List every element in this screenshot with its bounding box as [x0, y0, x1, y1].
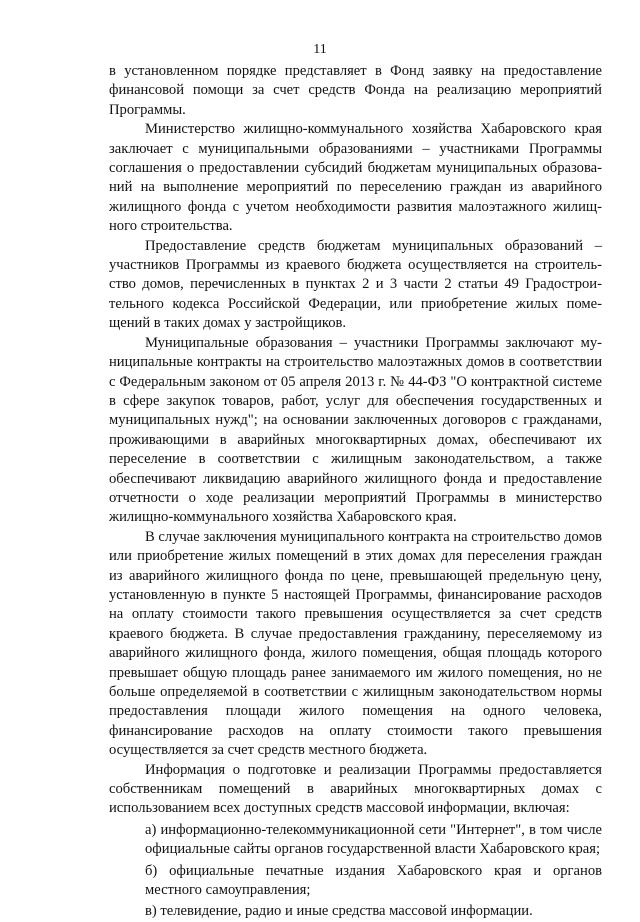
list-marker: в) — [145, 903, 157, 920]
document-body — [109, 62, 602, 922]
paragraph-price-excess: В случае заключения муниципального контракта на строительство домов или приобретение жилых помещений в этих домах для переселения граждан из аварийного жилищного фонда по цене, превышающей предельную цену, установленную в пункте 5 настоящей Программы, финансирование расходов на оплату стоимости такого превышения осуществляется за счет средств краевого бюджета. В случае предоставления гражданину, переселяемому из аварийного жилищного фонда, жилого помещения, общая площадь которого превышает общую площадь ранее занимаемого им жилого помещения, но не больше определяемой в соответствии с жилищным законодательством нормы предоставления площади жилого помещения на одного человека, финансирование расходов на оплату стоимости такого превышения осуществляется за счет средств местного бюджета. — [109, 528, 602, 759]
list-marker: а) — [145, 821, 157, 838]
list-marker: б) — [145, 862, 158, 879]
list-item-text: информационно-телекоммуникационной сети "Интернет", в том числе официальные сайты органов государственной власти Хабаровского края; — [145, 821, 603, 858]
list-item-internet — [109, 821, 602, 860]
list-item-text: официальные печатные издания Хабаровского края и органов местного самоуправления; — [145, 862, 603, 899]
page-number: 11 — [313, 42, 327, 57]
paragraph-continuation: в установленном порядке представляет в Фонд заявку на предоставление финансовой помощи за счет средств Фонда на реализацию мероприятий Программы. — [109, 63, 602, 118]
list-item-print — [109, 862, 602, 901]
paragraph-ministry-agreements: Министерство жилищно-коммунального хозяйства Хабаровского края заключает с муниципальными образованиями – участниками Программы соглашения о предоставлении субсидий бюджетам муниципальных образований на выполнение мероприятий по переселению граждан из аварийного жилищного фонда с учетом необходимости развития малоэтажного жилищного строительства. — [109, 121, 602, 235]
list-item-tv-radio — [109, 902, 602, 921]
paragraph-information: Информация о подготовке и реализации Программы предоставляется собственникам помещений в аварийных многоквартирных домах с использованием всех доступных средств массовой информации, включая: — [109, 761, 602, 817]
list-item-text: телевидение, радио и иные средства массовой информации. — [160, 903, 533, 920]
paragraph-municipal-contracts: Муниципальные образования – участники Программы заключают муниципальные контракты на строительство малоэтажных домов в соответствии с Федеральным законом от 05 апреля 2013 г. № 44-ФЗ "О контрактной системе в сфере закупок товаров, работ, услуг для обеспечения государственных и муниципальных нужд"; на основании заключенных договоров с гражданами, проживающими в аварийных многоквартирных домах, обеспечивают их переселение в соответствии с жилищным законодательством, а также обеспечивают ликвидацию аварийного жилищного фонда и предоставление отчетности о ходе реализации мероприятий Программы в министерство жилищно-коммунального хозяйства Хабаровского края. — [109, 334, 602, 526]
media-list — [109, 821, 602, 922]
paragraph-budget-funding: Предоставление средств бюджетам муниципальных образований – участников Программы из краевого бюджета осуществляется на строительство домов, перечисленных в пунктах 2 и 3 части 2 статьи 49 Градостроительного кодекса Российской Федерации, или приобретение жилых помещений в таких домах у застройщиков. — [109, 237, 602, 332]
